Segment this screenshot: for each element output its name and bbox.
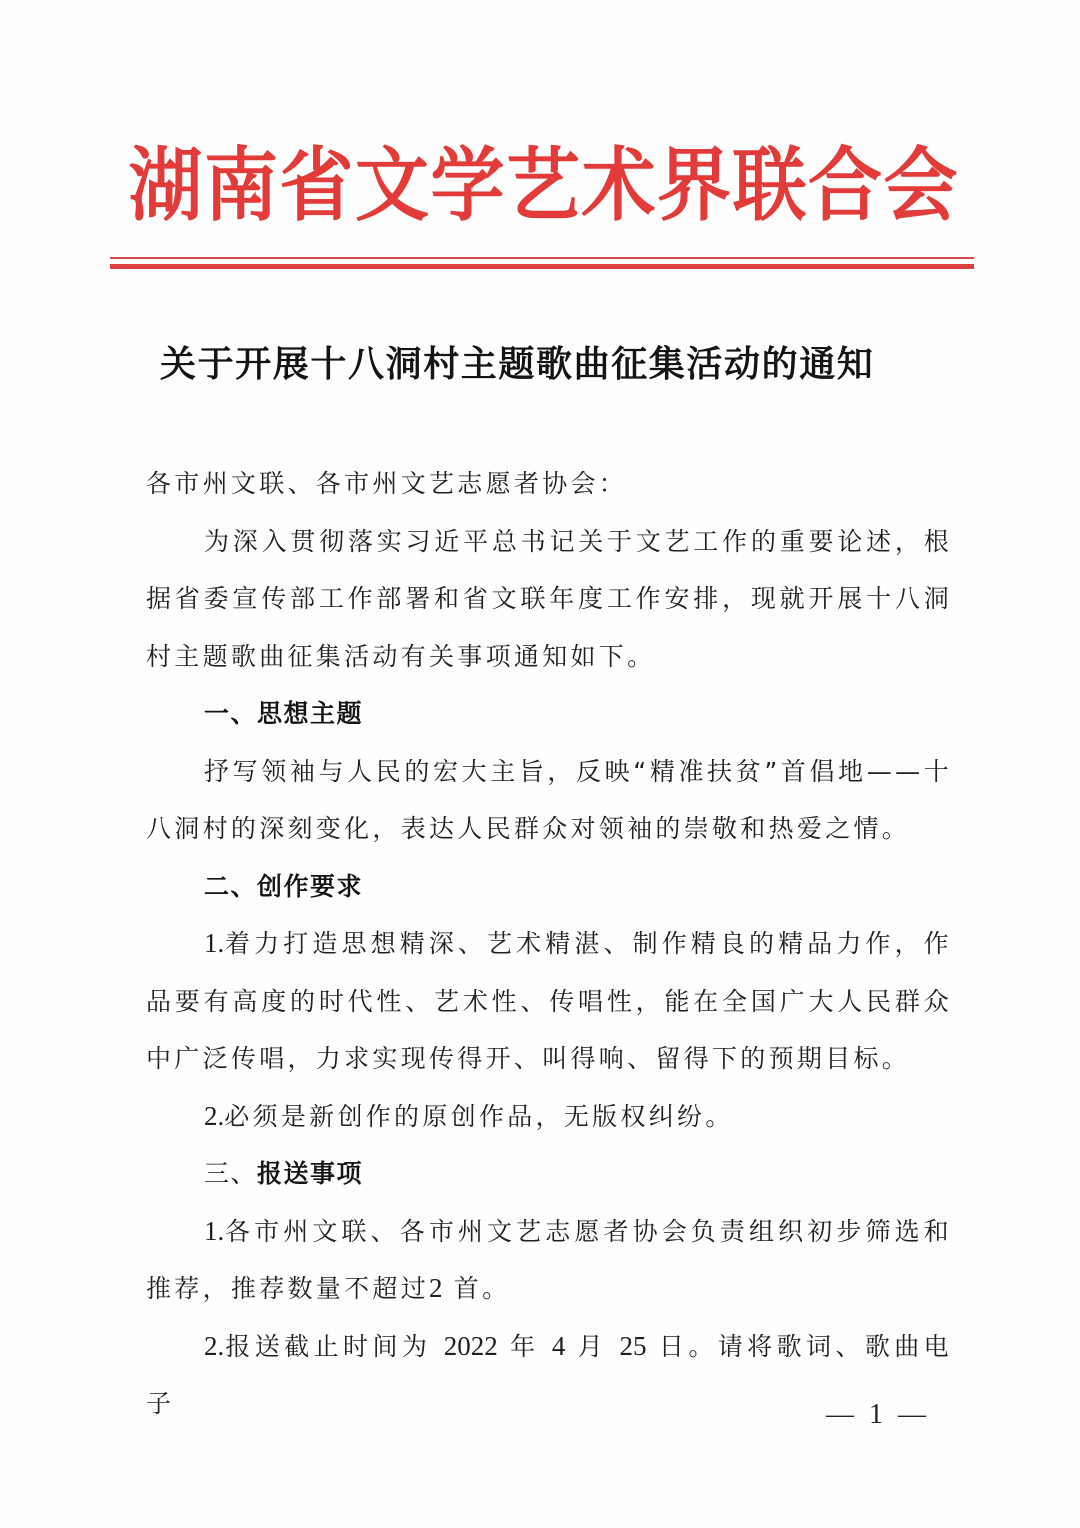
masthead-char: 学 xyxy=(430,139,505,233)
salutation: 各市州文联、各市州文艺志愿者协会： xyxy=(146,469,628,498)
section-heading-2 xyxy=(146,858,952,916)
masthead-char: 界 xyxy=(657,139,731,233)
year-label: 年 xyxy=(510,1331,540,1361)
month-label: 月 xyxy=(577,1331,608,1361)
masthead-char: 联 xyxy=(732,139,807,233)
masthead-char: 文 xyxy=(355,139,429,233)
masthead-char: 术 xyxy=(581,139,656,233)
item-text: 必须是新创作的原创作品，无版权纠纷。 xyxy=(224,1101,734,1131)
item-text: 着力打造思想精深、艺术精湛、制作精良的精品力作，作品要有高度的时代性、艺术性、传唱性，能在全国广大人民群众中广泛传唱，力求实现传得开、叫得响、留得下的预期目标。 xyxy=(146,929,952,1073)
deadline-year: 2022 xyxy=(443,1330,498,1361)
recommendation-count: 2 xyxy=(429,1273,443,1303)
deadline-day: 25 xyxy=(619,1330,647,1361)
item-text: 报送截止时间为 xyxy=(224,1331,432,1361)
deadline-month: 4 xyxy=(551,1330,566,1361)
section-heading-1 xyxy=(146,685,952,743)
section-1-paragraph: 抒写领袖与人民的宏大主旨，反映“精准扶贫”首倡地——十八洞村的深刻变化，表达人民群众对领袖的崇敬和热爱之情。 xyxy=(146,756,952,843)
item-text: 首。 xyxy=(453,1274,511,1303)
section-2-item-1 xyxy=(146,915,952,1088)
page-number: — 1 — xyxy=(826,1399,930,1430)
masthead-char: 南 xyxy=(204,139,278,233)
section-number: 三、 xyxy=(204,1159,258,1188)
document-title: 关于开展十八洞村主题歌曲征集活动的通知 xyxy=(160,343,875,385)
section-number: 一、 xyxy=(204,699,258,728)
item-number: 1. xyxy=(204,928,225,958)
section-title: 思想主题 xyxy=(257,699,364,728)
intro-paragraph: 为深入贯彻落实习近平总书记关于文艺工作的重要论述，根据省委宣传部工作部署和省文联年度工作安排，现就开展十八洞村主题歌曲征集活动有关事项通知如下。 xyxy=(146,526,952,671)
masthead-char: 艺 xyxy=(506,139,580,233)
item-number: 2. xyxy=(204,1330,225,1361)
item-text: 各市州文联、各市州文艺志愿者协会负责组织初步筛选和推荐，推荐数量不超过 xyxy=(146,1216,952,1303)
section-2-item-2 xyxy=(146,1088,952,1146)
item-number: 1. xyxy=(204,1215,225,1246)
section-number: 二、 xyxy=(204,871,258,901)
masthead-char: 会 xyxy=(883,139,958,233)
item-number: 2. xyxy=(204,1100,225,1131)
section-3-item-1 xyxy=(146,1203,952,1318)
item-text: 日。请将歌词、歌曲电子 xyxy=(146,1331,952,1418)
red-divider-thick xyxy=(110,264,974,269)
section-heading-3 xyxy=(146,1145,952,1203)
masthead-organization-name xyxy=(128,138,958,234)
section-title: 创作要求 xyxy=(257,871,364,901)
masthead-char: 湖 xyxy=(128,139,203,233)
red-divider-thin xyxy=(110,257,974,259)
masthead-char: 省 xyxy=(279,139,354,233)
section-title: 报送事项 xyxy=(257,1159,364,1188)
masthead-char: 合 xyxy=(808,139,882,233)
document-body xyxy=(146,455,952,1433)
